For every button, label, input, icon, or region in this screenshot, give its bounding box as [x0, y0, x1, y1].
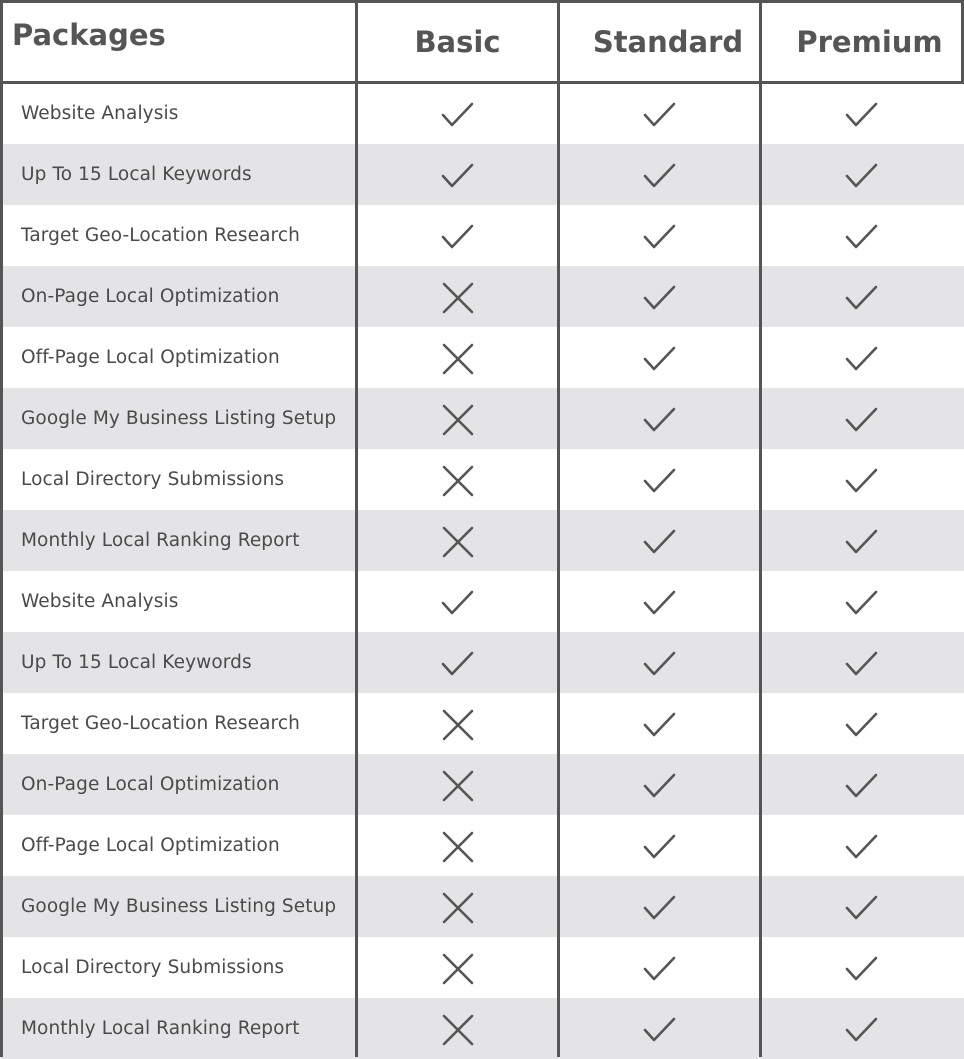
check-icon: [842, 156, 882, 196]
table-row: [0, 449, 964, 510]
table-row: [0, 754, 964, 815]
check-icon: [842, 644, 882, 684]
feature-label: Local Directory Submissions: [21, 469, 285, 490]
feature-label: On-Page Local Optimization: [21, 286, 280, 307]
check-icon: [842, 217, 882, 257]
check-icon: [842, 888, 882, 928]
check-icon: [640, 705, 680, 745]
check-icon: [438, 95, 478, 135]
cross-icon: [438, 888, 478, 928]
table-header: [0, 0, 964, 83]
check-icon: [640, 522, 680, 562]
cross-icon: [438, 461, 478, 501]
column-divider-premium: [759, 0, 762, 1057]
feature-label: On-Page Local Optimization: [21, 774, 280, 795]
check-icon: [640, 461, 680, 501]
table-row: [0, 266, 964, 327]
column-divider-standard: [557, 0, 560, 1057]
check-icon: [438, 217, 478, 257]
table-row: [0, 327, 964, 388]
check-icon: [640, 339, 680, 379]
table-row: [0, 510, 964, 571]
feature-label: Target Geo-Location Research: [21, 713, 300, 734]
cross-icon: [438, 949, 478, 989]
header-premium: Premium: [796, 24, 943, 59]
cross-icon: [438, 522, 478, 562]
check-icon: [842, 766, 882, 806]
check-icon: [842, 95, 882, 135]
feature-label: Local Directory Submissions: [21, 957, 285, 978]
check-icon: [640, 888, 680, 928]
header-divider: [0, 81, 964, 84]
check-icon: [842, 461, 882, 501]
check-icon: [842, 1010, 882, 1050]
check-icon: [640, 583, 680, 623]
table-row: [0, 937, 964, 998]
cross-icon: [438, 705, 478, 745]
check-icon: [640, 1010, 680, 1050]
feature-label: Monthly Local Ranking Report: [21, 530, 300, 551]
table-row: [0, 693, 964, 754]
check-icon: [842, 583, 882, 623]
feature-label: Website Analysis: [21, 591, 179, 612]
table-row: [0, 83, 964, 144]
table-row: [0, 876, 964, 937]
check-icon: [640, 400, 680, 440]
cross-icon: [438, 827, 478, 867]
table-row: [0, 388, 964, 449]
check-icon: [438, 644, 478, 684]
check-icon: [640, 156, 680, 196]
feature-label: Website Analysis: [21, 103, 179, 124]
check-icon: [842, 705, 882, 745]
feature-label: Up To 15 Local Keywords: [21, 164, 252, 185]
table-row: [0, 571, 964, 632]
feature-label: Up To 15 Local Keywords: [21, 652, 252, 673]
cross-icon: [438, 278, 478, 318]
check-icon: [842, 400, 882, 440]
feature-label: Off-Page Local Optimization: [21, 835, 280, 856]
header-standard: Standard: [592, 24, 744, 59]
top-border: [0, 0, 964, 3]
cross-icon: [438, 1010, 478, 1050]
feature-label: Google My Business Listing Setup: [21, 896, 337, 917]
feature-label: Monthly Local Ranking Report: [21, 1018, 300, 1039]
check-icon: [640, 766, 680, 806]
check-icon: [438, 156, 478, 196]
check-icon: [842, 522, 882, 562]
table-row: [0, 815, 964, 876]
check-icon: [640, 217, 680, 257]
left-border: [0, 0, 3, 1057]
check-icon: [842, 827, 882, 867]
header-basic: Basic: [414, 24, 501, 59]
check-icon: [842, 339, 882, 379]
check-icon: [640, 644, 680, 684]
cross-icon: [438, 339, 478, 379]
column-divider-basic: [355, 0, 358, 1057]
check-icon: [842, 278, 882, 318]
table-row: [0, 205, 964, 266]
check-icon: [842, 949, 882, 989]
table-row: [0, 998, 964, 1059]
feature-label: Google My Business Listing Setup: [21, 408, 337, 429]
check-icon: [640, 949, 680, 989]
table-row: [0, 632, 964, 693]
cross-icon: [438, 766, 478, 806]
check-icon: [640, 827, 680, 867]
check-icon: [640, 278, 680, 318]
header-packages: Packages: [12, 18, 166, 52]
check-icon: [438, 583, 478, 623]
feature-label: Off-Page Local Optimization: [21, 347, 280, 368]
feature-label: Target Geo-Location Research: [21, 225, 300, 246]
check-icon: [640, 95, 680, 135]
table-row: [0, 144, 964, 205]
cross-icon: [438, 400, 478, 440]
